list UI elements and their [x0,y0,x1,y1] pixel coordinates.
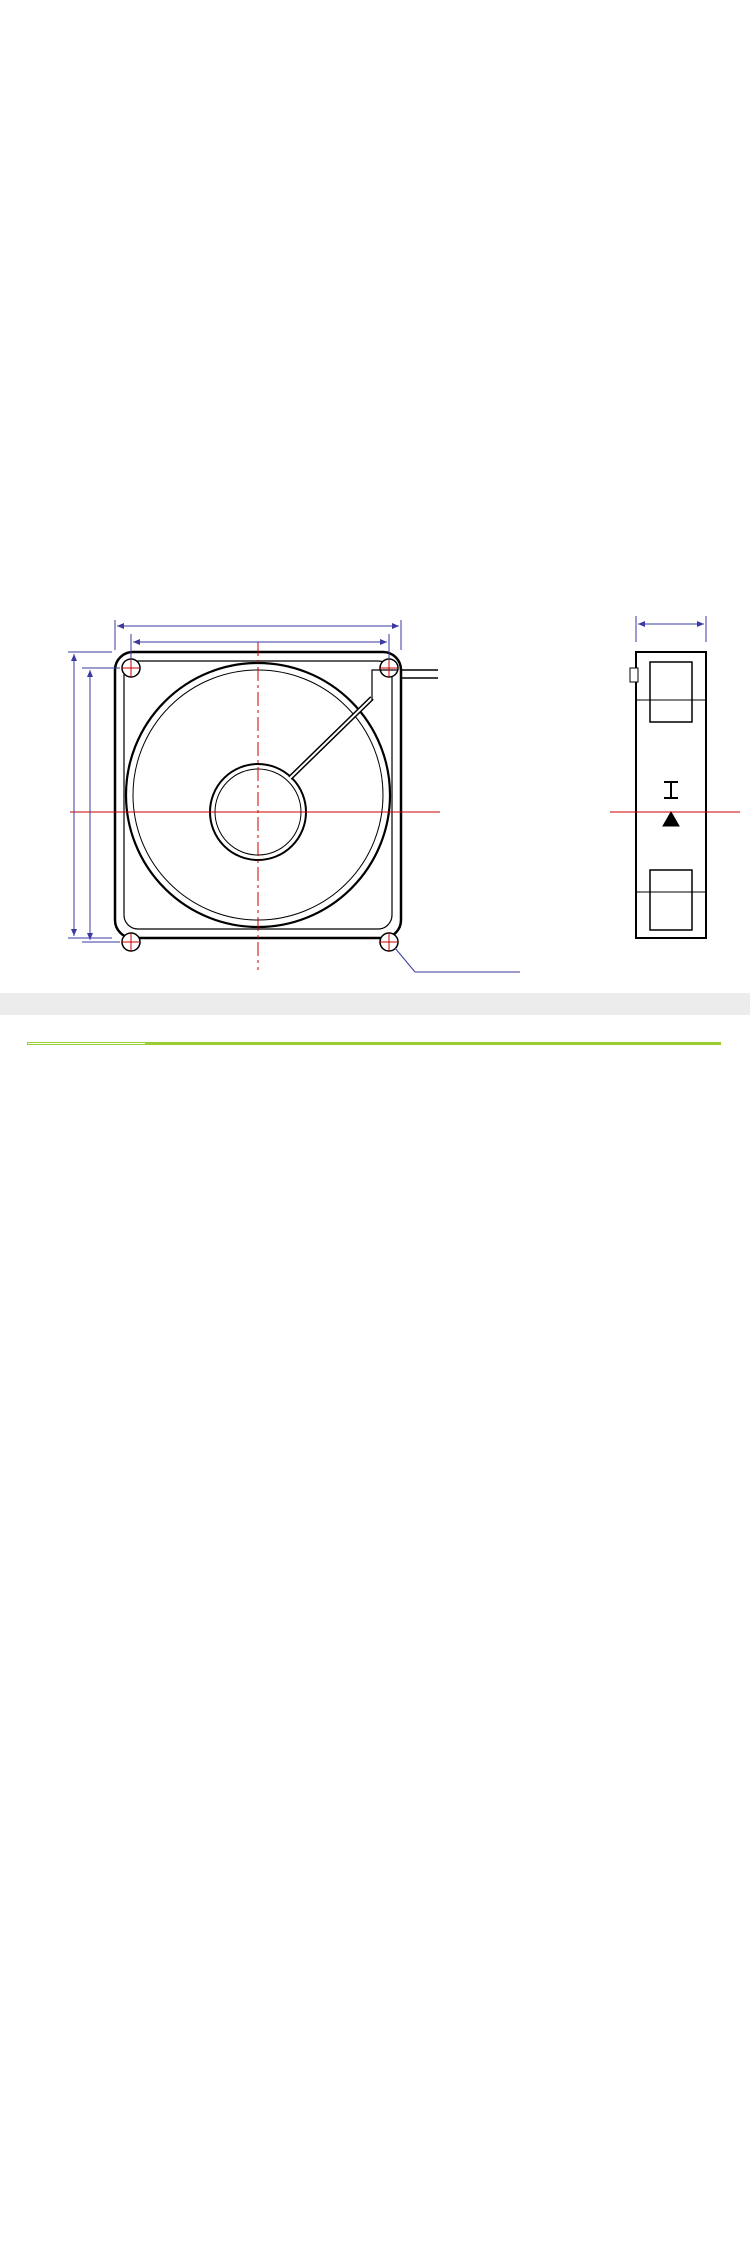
fan-front-view [70,642,440,970]
fan-side-view [610,652,740,938]
unit-inchaq [331,1044,376,1045]
airflow-chart [0,90,750,510]
unit-cfm [246,1044,287,1045]
unit-mmaq [286,1044,331,1045]
unit-rated-current [419,1044,469,1045]
unit-cmm [205,1044,246,1045]
unit-weight [670,1044,720,1045]
section-divider [0,993,750,1015]
unit-voltage [145,1044,204,1045]
outline-drawing [0,600,750,995]
unit-rpm [377,1044,420,1045]
spec-table [27,1042,721,1045]
unit-actual-current [470,1044,520,1045]
header-item-no [28,1043,146,1045]
unit-input-power [520,1044,570,1045]
unit-actual-power [570,1044,620,1045]
unit-noise [620,1044,670,1045]
